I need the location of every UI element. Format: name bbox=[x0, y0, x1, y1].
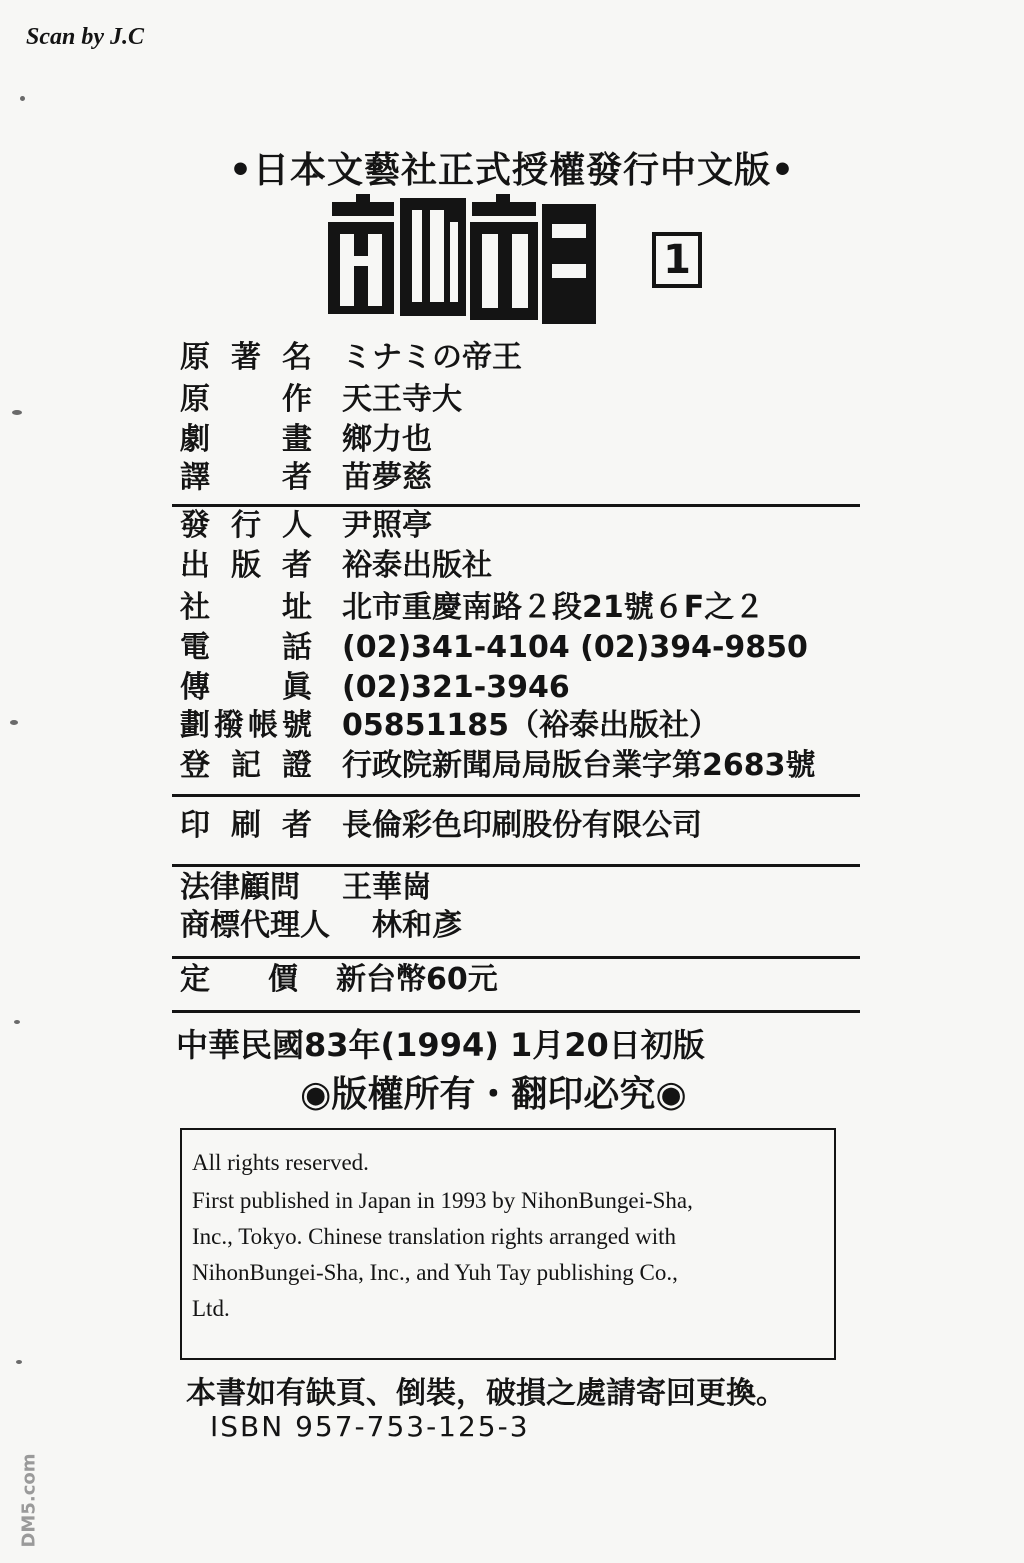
watermark-text: DM5.com bbox=[18, 1453, 40, 1548]
defect-notice: 本書如有缺頁、倒裝，破損之處請寄回更換。 bbox=[186, 1376, 786, 1411]
pub-label: 出版者 bbox=[180, 548, 312, 583]
printer-value: 長倫彩色印刷股份有限公司 bbox=[342, 808, 702, 843]
divider bbox=[172, 864, 860, 867]
pub-value: 北市重慶南路２段21號６F之２ bbox=[342, 590, 765, 625]
pub-value: 尹照亭 bbox=[342, 508, 432, 543]
pub-label: 劃撥帳號 bbox=[180, 708, 312, 743]
english-notice-line: Inc., Tokyo. Chinese translation rights arranged with bbox=[192, 1224, 677, 1249]
pub-label: 傳眞 bbox=[180, 670, 312, 705]
volume-number: 1 bbox=[652, 232, 702, 288]
legal-value: 王華崗 bbox=[342, 870, 432, 905]
scan-speck bbox=[10, 720, 18, 725]
pub-label: 電話 bbox=[180, 630, 312, 665]
printer-label: 印刷者 bbox=[180, 808, 312, 843]
english-notice-line: First published in Japan in 1993 by NihonBungei-Sha, bbox=[192, 1188, 693, 1213]
pub-value: 05851185（裕泰出版社） bbox=[342, 708, 719, 743]
pub-value: (02)321-3946 bbox=[342, 670, 570, 705]
divider bbox=[172, 1010, 860, 1013]
pub-value: (02)341-4104 (02)394-9850 bbox=[342, 630, 808, 665]
price-value: 新台幣60元 bbox=[336, 962, 498, 997]
legal-value: 林和彥 bbox=[372, 908, 462, 943]
pub-label: 發行人 bbox=[180, 508, 312, 543]
divider bbox=[172, 956, 860, 959]
credit-value: 鄉力也 bbox=[342, 422, 432, 457]
pub-value: 行政院新聞局局版台業字第2683號 bbox=[342, 748, 816, 783]
rights-notice: ◉版權所有・翻印必究◉ bbox=[300, 1074, 687, 1115]
scan-speck bbox=[14, 1020, 20, 1024]
credit-label: 原著名 bbox=[180, 340, 312, 375]
scan-speck bbox=[12, 410, 22, 415]
english-notice-line: All rights reserved. bbox=[192, 1150, 369, 1175]
legal-label: 商標代理人 bbox=[180, 908, 330, 943]
pub-value: 裕泰出版社 bbox=[342, 548, 492, 583]
credit-label: 原作 bbox=[180, 382, 312, 417]
credit-value: ミナミの帝王 bbox=[342, 340, 522, 375]
pub-label: 社址 bbox=[180, 590, 312, 625]
edition-date: 中華民國83年(1994) 1月20日初版 bbox=[176, 1026, 705, 1064]
header-authorization: •日本文藝社正式授權發行中文版• bbox=[228, 150, 796, 191]
divider bbox=[172, 794, 860, 797]
credit-label: 譯者 bbox=[180, 460, 312, 495]
scan-credit: Scan by J.C bbox=[26, 24, 145, 50]
legal-label: 法律顧問 bbox=[180, 870, 300, 905]
credit-value: 苗夢慈 bbox=[342, 460, 432, 495]
english-notice-line: Ltd. bbox=[192, 1296, 230, 1321]
isbn: ISBN 957-753-125-3 bbox=[210, 1410, 530, 1443]
scan-speck bbox=[16, 1360, 22, 1364]
site-watermark bbox=[4, 1452, 38, 1552]
credit-label: 劇畫 bbox=[180, 422, 312, 457]
title-logo bbox=[322, 194, 598, 332]
english-notice-line: NihonBungei-Sha, Inc., and Yuh Tay publishing Co., bbox=[192, 1260, 678, 1285]
scan-speck bbox=[20, 96, 25, 101]
english-notice-box bbox=[180, 1128, 836, 1360]
pub-label: 登記證 bbox=[180, 748, 312, 783]
credit-value: 天王寺大 bbox=[342, 382, 462, 417]
price-label: 定價 bbox=[180, 962, 298, 997]
